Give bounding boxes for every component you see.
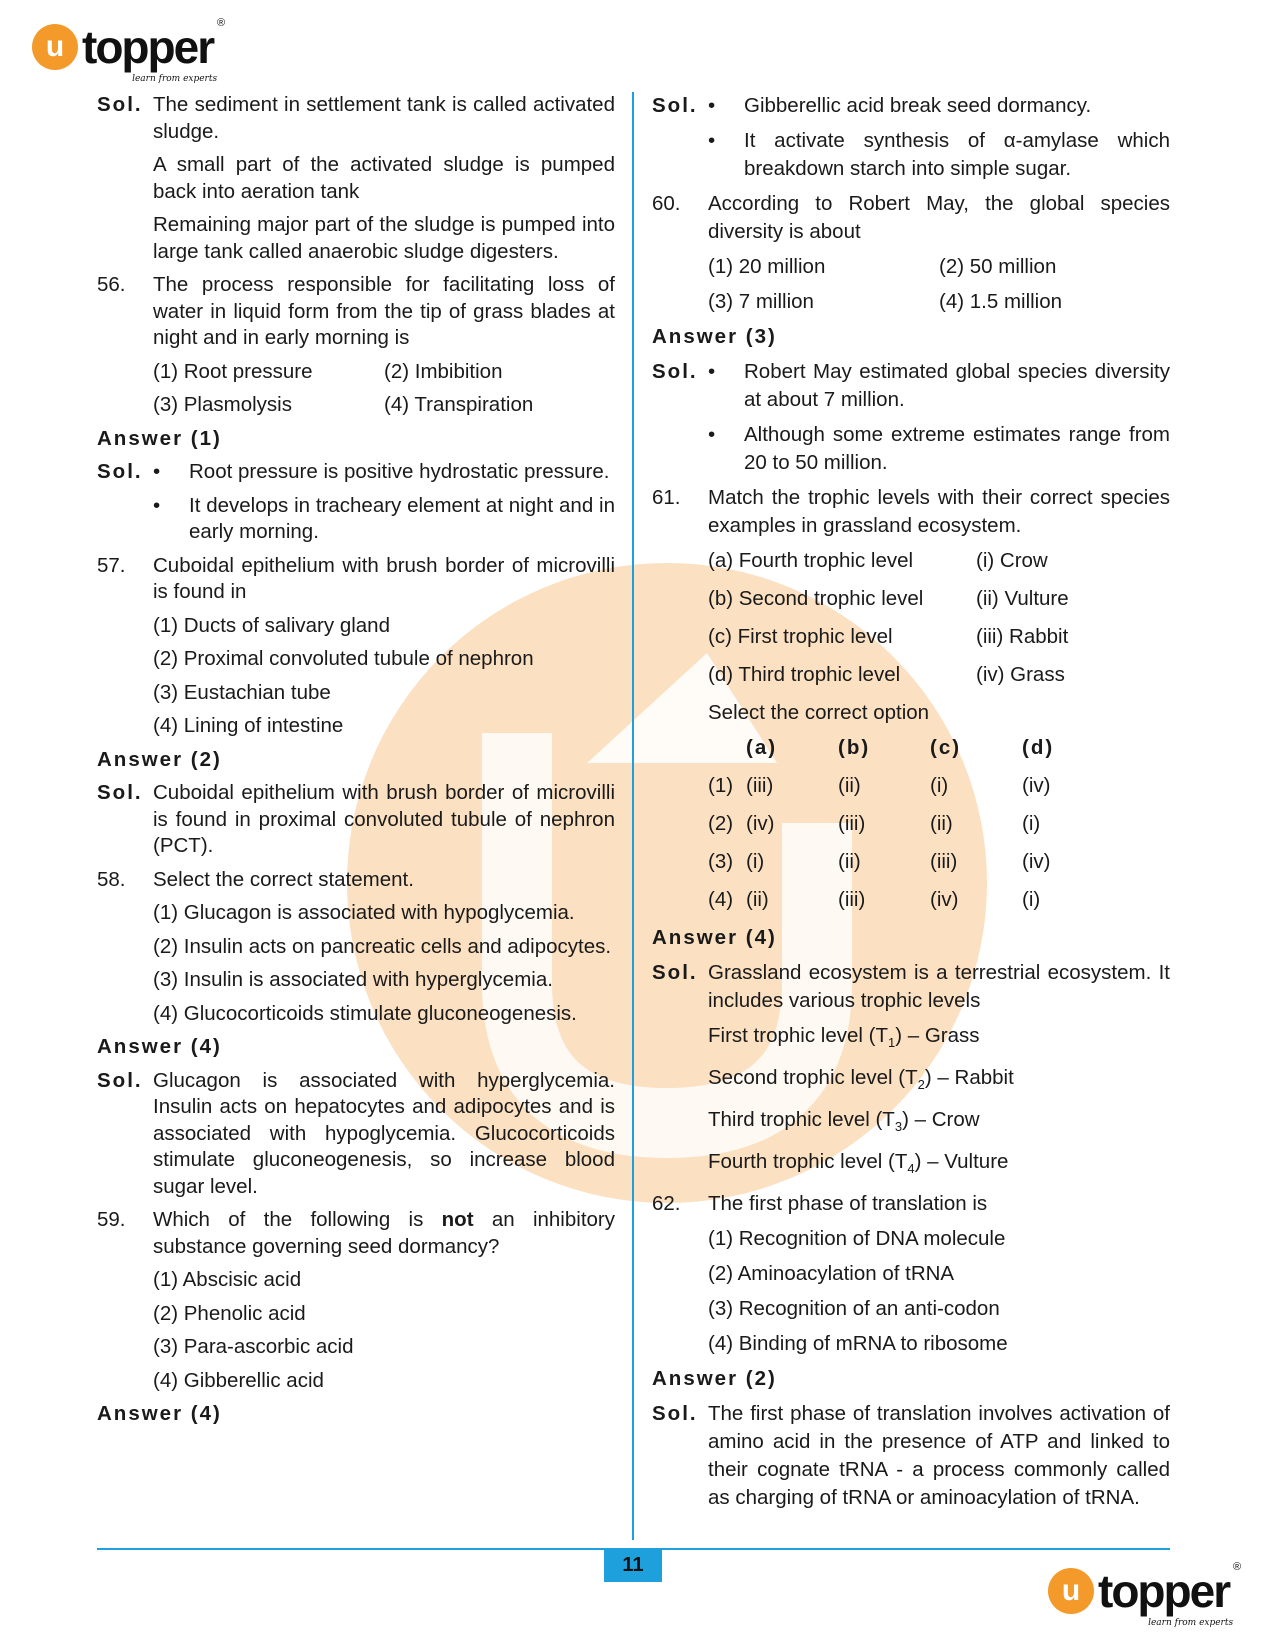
answer: Answer (2)	[97, 747, 222, 771]
sol-label: Sol.	[97, 781, 143, 804]
option: (1) Recognition of DNA molecule	[708, 1227, 1006, 1251]
solution-text: Grassland ecosystem is a terrestrial ecosystem. It includes various trophic levels	[708, 961, 1170, 1012]
question-text: Match the trophic levels with their correct species examples in grassland ecosystem.	[708, 486, 1170, 537]
answer: Answer (4)	[652, 926, 777, 949]
table-header: (a) (b) (c) (d)	[746, 736, 1055, 759]
option: (1) Ducts of salivary gland	[153, 613, 390, 637]
logo-circle-icon: u	[32, 24, 78, 70]
option: (2) Insulin acts on pancreatic cells and adipocytes.	[153, 934, 612, 958]
option: (1) 20 million	[708, 255, 826, 278]
question-number: 61.	[652, 486, 681, 509]
solution-text: Robert May estimated global species diversity at about 7 million.	[744, 360, 1170, 411]
match-row: (a) Fourth trophic level (i) Crow	[708, 549, 1048, 572]
sol-label: Sol.	[652, 961, 698, 984]
trophic-level-line: First trophic level $(T_1)$ – Grass	[708, 1024, 980, 1051]
table-row: (4) (ii) (iii) (iv) (i)	[708, 888, 1041, 911]
bullet: •	[153, 460, 161, 483]
option: (4) Transpiration	[384, 393, 534, 416]
option: (3) 7 million	[708, 290, 814, 313]
solution-text: Glucagon is associated with hyperglycemia. Insulin acts on hepatocytes and adipocytes and is associated with hypoglycemia. Glucocorticoids stimulate gluconeogenesis, so increase blood sugar level.	[153, 1068, 615, 1198]
trophic-level-line: Fourth trophic level $(T_4)$ – Vulture	[708, 1150, 1009, 1177]
option: (4) Glucocorticoids stimulate gluconeogenesis.	[153, 1001, 577, 1025]
option: (2) 50 million	[939, 255, 1057, 278]
solution-text: A small part of the activated sludge is pumped back into aeration tank	[153, 153, 615, 203]
option: (4) Gibberellic acid	[153, 1368, 324, 1392]
left-column	[97, 92, 615, 1435]
answer: Answer (1)	[97, 426, 222, 450]
option: (2) Phenolic acid	[153, 1301, 306, 1325]
answer: Answer (4)	[97, 1402, 222, 1425]
instruction-text: Select the correct option	[708, 701, 930, 724]
option: (3) Plasmolysis	[153, 393, 292, 416]
match-row: (d) Third trophic level (iv) Grass	[708, 663, 1065, 686]
sol-label: Sol.	[652, 94, 698, 117]
option: (3) Recognition of an anti-codon	[708, 1297, 1000, 1321]
solution-text: The first phase of translation involves activation of amino acid in the presence of ATP and linked to their cognate tRNA - a process commonly called as charging of tRNA or aminoacylation of tRNA.	[708, 1402, 1170, 1510]
solution-text: Root pressure is positive hydrostatic pressure.	[189, 460, 610, 483]
question-62	[652, 1190, 1170, 1218]
match-row: (b) Second trophic level (ii) Vulture	[708, 587, 1069, 610]
table-row: (1) (iii) (ii) (i) (iv)	[708, 774, 1051, 797]
question-text: Select the correct statement.	[153, 867, 414, 891]
question-text: According to Robert May, the global species diversity is about	[708, 192, 1170, 243]
solution-text: Cuboidal epithelium with brush border of microvilli is found in proximal convoluted tubule of nephron (PCT).	[153, 781, 615, 857]
page-number: 11	[604, 1548, 662, 1582]
question-number: 60.	[652, 192, 681, 215]
option: (4) Binding of mRNA to ribosome	[708, 1332, 1008, 1356]
trophic-level-line: Third trophic level $(T_3)$ – Crow	[708, 1108, 980, 1135]
logo-wordmark: topper ® learn from experts	[82, 17, 226, 84]
sol-label: Sol.	[652, 360, 698, 383]
question-60	[652, 190, 1170, 246]
option: (2) Imbibition	[384, 359, 503, 383]
sol-label: Sol.	[652, 1402, 698, 1426]
solution-text: Remaining major part of the sludge is pumped into large tank called anaerobic sludge digesters.	[153, 213, 615, 263]
sol-label: Sol.	[97, 1068, 143, 1092]
solution-text: It develops in tracheary element at night and in early morning.	[189, 493, 615, 543]
answer: Answer (4)	[97, 1035, 222, 1058]
table-row: (3) (i) (ii) (iii) (iv)	[708, 850, 1051, 873]
solution-text: Gibberellic acid break seed dormancy.	[744, 94, 1092, 117]
bullet: •	[708, 360, 716, 383]
sol-label: Sol.	[97, 460, 143, 483]
right-column	[652, 92, 1170, 1519]
bullet: •	[708, 423, 716, 446]
question-text: The first phase of translation is	[708, 1192, 988, 1216]
logo-circle-icon: u	[1048, 1568, 1094, 1614]
options-table	[708, 734, 1170, 914]
solution-text: It activate synthesis of α-amylase which breakdown starch into simple sugar.	[744, 129, 1170, 180]
option: (4) Lining of intestine	[153, 714, 344, 737]
question-emphasis: not	[441, 1208, 474, 1231]
question-58	[97, 867, 615, 894]
option: (3) Para-ascorbic acid	[153, 1335, 354, 1358]
bullet: •	[708, 129, 716, 152]
question-61	[652, 484, 1170, 540]
bullet: •	[708, 94, 716, 117]
option: (1) Root pressure	[153, 359, 313, 383]
column-divider	[632, 92, 634, 1540]
question-number: 56.	[97, 273, 126, 296]
answer: Answer (3)	[652, 325, 777, 348]
question-text: Which of the following is	[153, 1208, 424, 1231]
option: (3) Insulin is associated with hyperglycemia.	[153, 968, 553, 991]
brand-logo-footer	[1048, 1561, 1242, 1628]
option: (2) Proximal convoluted tubule of nephron	[153, 647, 534, 670]
table-row: (2) (iv) (iii) (ii) (i)	[708, 812, 1041, 835]
question-number: 59.	[97, 1208, 126, 1231]
question-text: The process responsible for facilitating loss of water in liquid form from the tip of grass blades at night and in early morning is	[153, 273, 615, 349]
option: (4) 1.5 million	[939, 290, 1063, 313]
option: (2) Aminoacylation of tRNA	[708, 1262, 955, 1286]
question-56	[97, 272, 615, 352]
question-59	[97, 1207, 615, 1260]
answer: Answer (2)	[652, 1367, 777, 1391]
question-text: Cuboidal epithelium with brush border of microvilli is found in	[153, 553, 615, 603]
bullet: •	[153, 493, 161, 517]
question-number: 57.	[97, 553, 126, 577]
solution-text: The sediment in settlement tank is called activated sludge.	[153, 93, 615, 143]
sol-label: Sol.	[97, 93, 143, 116]
question-57	[97, 553, 615, 606]
question-number: 62.	[652, 1192, 681, 1216]
solution-text: Although some extreme estimates range from 20 to 50 million.	[744, 423, 1170, 474]
option: (1) Abscisic acid	[153, 1268, 302, 1291]
question-text: an inhibitory substance governing seed dormancy?	[153, 1208, 615, 1258]
option: (1) Glucagon is associated with hypoglycemia.	[153, 901, 575, 924]
match-row: (c) First trophic level (iii) Rabbit	[708, 625, 1069, 648]
logo-wordmark: topper ® learn from experts	[1098, 1561, 1242, 1628]
brand-logo	[32, 17, 226, 84]
trophic-level-line: Second trophic level $(T_2)$ – Rabbit	[708, 1066, 1014, 1093]
question-number: 58.	[97, 867, 126, 891]
option: (3) Eustachian tube	[153, 680, 331, 704]
